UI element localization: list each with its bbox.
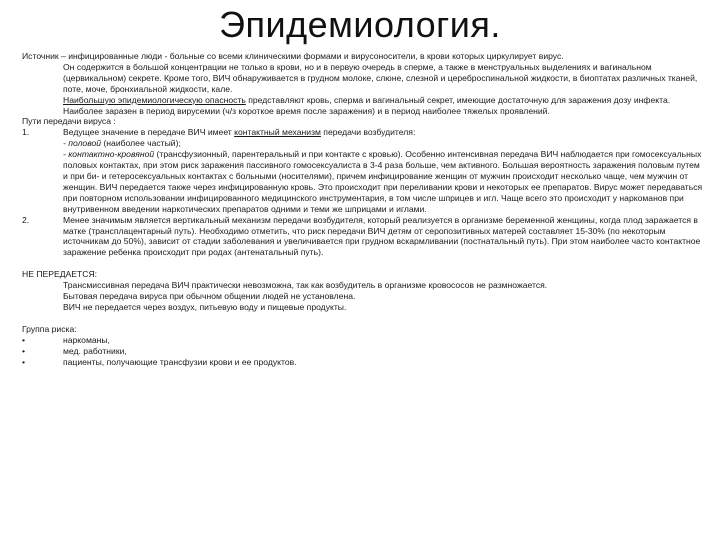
contact-mechanism-text: контактный механизм xyxy=(234,127,321,138)
risk-group-item xyxy=(22,357,704,368)
risk-group-heading: Группа риска: xyxy=(22,323,77,334)
item-number: 1. xyxy=(22,127,30,138)
lead-end-text: передачи возбудителя: xyxy=(320,127,416,138)
bullet-icon: • xyxy=(22,334,26,345)
danger-rest-text: представляют кровь, сперма и вагинальный секрет, имеющие достаточную для заражения дозу инфекта. xyxy=(245,94,671,105)
danger-underlined-text: Наибольшую эпидемиологическую опасность xyxy=(63,94,246,105)
document-body xyxy=(22,51,704,367)
sexual-route-label: - половой xyxy=(63,138,102,149)
bullet-icon: • xyxy=(22,345,26,356)
risk-group-item xyxy=(22,335,704,346)
risk-group-item xyxy=(22,346,704,357)
routes-item-2 xyxy=(22,215,704,259)
blood-route xyxy=(63,149,704,214)
blood-route-text: (трансфузионный, парентеральный и при контакте с кровью). Особенно интенсивная передача ВИЧ наблюдается при гомосексуальных половых контактах, при этом риск заражения пассивного гомосексуалиста в 3-4 раза больше, чем активного. Большая вероятность заражения половым путем и при би- и гетеросексуальных контактах с больными (носителями), причем инфицирование женщин от мужчин происходит несколько чаще, чем мужчин от женщин. ВИЧ передается также через инфицированную кровь. Это происходит при переливании крови и некоторых ее препаратов. Вирус может передаваться при повторном использовании инфицированного медицинского инструментария, в том числе шприцев и игл. Чаще всего это происходит у наркоманов при внутривенном введении наркотических препаратов одними и теми же шприцами и иглами. xyxy=(63,149,703,214)
routes-heading: Пути передачи вируса : xyxy=(22,116,116,127)
risk-group-item-text: мед. работники, xyxy=(63,345,127,356)
not-transmitted-line: ВИЧ не передается через воздух, питьевую воду и пищевые продукты. xyxy=(63,301,347,312)
not-transmitted-heading: НЕ ПЕРЕДАЕТСЯ: xyxy=(22,269,98,280)
sexual-route xyxy=(63,138,704,149)
lead-text: Ведущее значение в передаче ВИЧ имеет xyxy=(63,127,235,138)
contagious-paragraph: Наиболее заразен в период вирусемии (ч/з короткое время после заражения) и в период наиболее тяжелых проявлений. xyxy=(63,105,550,116)
routes-item-1 xyxy=(22,127,704,214)
item-1-lead xyxy=(63,127,704,138)
bullet-icon: • xyxy=(22,356,26,367)
risk-group-item-text: наркоманы, xyxy=(63,334,110,345)
not-transmitted-line: Трансмиссивная передача ВИЧ практически невозможна, так как возбудитель в организме кровососов не размножается. xyxy=(63,280,548,291)
source-paragraph: Источник – инфицированные люди - больные со всеми клиническими формами и вирусоносители, в крови которых циркулирует вирус. xyxy=(22,51,564,61)
spacer xyxy=(22,258,704,269)
vertical-route-text: Менее значимым является вертикальный механизм передачи возбудителя, который реализуется в организме беременной женщины, когда плод заражается в матке (трансплацентарный путь). Необходимо отметить, что риск передачи ВИЧ детям от серопозитивных матерей составляет 15-30% (по некоторым источникам до 50%), зависит от стадии заболевания и увеличивается при грудном вскармливании (постнатальный путь). При этом наиболее часто контактное заражение ребенка происходит при родах (антенатальный путь). xyxy=(63,214,701,258)
risk-group-item-text: пациенты, получающие трансфузии крови и ее продуктов. xyxy=(63,356,297,367)
danger-paragraph xyxy=(22,95,704,106)
not-transmitted-line: Бытовая передача вируса при обычном общении людей не установлена. xyxy=(63,291,356,302)
sexual-route-text: (наиболее частый); xyxy=(101,138,181,149)
blood-route-label: - контактно-кровяной xyxy=(63,149,155,160)
spacer xyxy=(22,313,704,324)
page-title: Эпидемиология. xyxy=(219,4,501,45)
item-number: 2. xyxy=(22,214,30,225)
concentration-paragraph: Он содержится в большой концентрации не только в крови, но и в первую очередь в сперме, а также в менструальных выделениях и вагинальном (цервикальном) секрете. Кроме того, ВИЧ обнаруживается в грудном молоке, слюне, слезной и цереброспинальной жидкости, в биоптатах различных тканей, поте, моче, бронхиальной жидкости, кале. xyxy=(63,61,698,94)
